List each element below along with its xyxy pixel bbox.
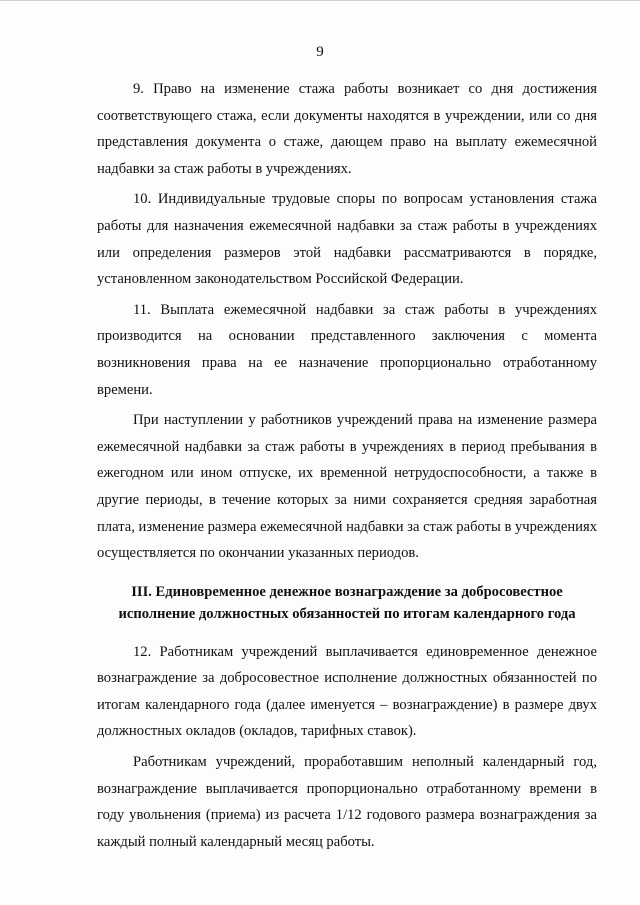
page-number: 9 bbox=[316, 44, 324, 60]
top-edge-line bbox=[0, 0, 640, 1]
paragraph-11: 11. Выплата ежемесячной надбавки за стаж работы в учреждениях производится на основании представленного заключения с момента возникновения права на ее назначение пропорционально отработанному времени. bbox=[97, 301, 597, 398]
paragraph-12-continuation: Работникам учреждений, проработавшим неполный календарный год, вознаграждение выплачивается пропорционально отработанному времени в году увольнения (приема) из расчета 1/12 годового размера вознаграждения за каждый полный календарный месяц работы. bbox=[97, 754, 597, 850]
paragraph-11-continuation: При наступлении у работников учреждений права на изменение размера ежемесячной надбавки за стаж работы в учреждениях в период пребывания в ежегодном или ином отпуске, их временной нетрудоспособности, а также в другие периоды, в течение которых за ними сохраняется средняя заработная плата, изменение размера ежемесячной надбавки за стаж работы в учреждениях осуществляется по окончании указанных периодов. bbox=[97, 412, 598, 562]
document-body bbox=[97, 76, 597, 859]
paragraph-9: 9. Право на изменение стажа работы возникает со дня достижения соответствующего стажа, если документы находятся в учреждении, или со дня представления документа о стаже, дающем право на выплату ежемесячной надбавки за стаж работы в учреждениях. bbox=[97, 81, 597, 177]
section-heading: III. Единовременное денежное вознаграждение за добросовестное исполнение должностных обязанностей по итогам календарного года bbox=[118, 583, 576, 622]
paragraph-10: 10. Индивидуальные трудовые споры по вопросам установления стажа работы для назначения ежемесячной надбавки за стаж работы в учреждениях или определения размеров этой надбавки рассматриваются в порядке, установленном законодательством Российской Федерации. bbox=[97, 191, 597, 288]
paragraph-12: 12. Работникам учреждений выплачивается единовременное денежное вознаграждение за добросовестное исполнение должностных обязанностей по итогам календарного года (далее именуется – вознаграждение) в размере двух должностных окладов (окладов, тарифных ставок). bbox=[97, 643, 597, 740]
